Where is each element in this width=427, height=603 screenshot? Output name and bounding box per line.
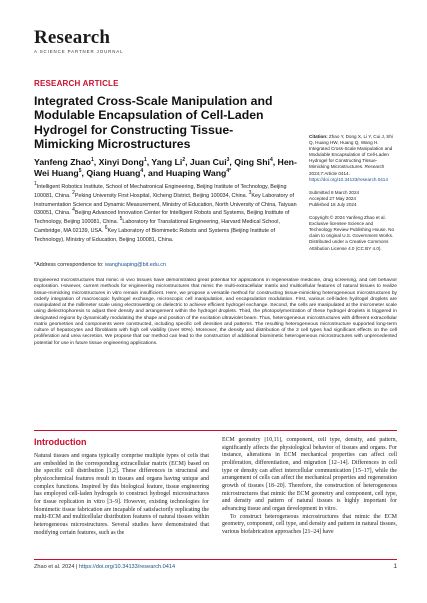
journal-masthead: [34, 28, 123, 54]
published-date: Published 18 July 2024: [309, 201, 357, 207]
author-affiliation-mark: 4: [140, 167, 144, 174]
author-separator: ,: [272, 157, 278, 167]
author-separator: , and: [143, 167, 166, 178]
affiliation-text: Peking University First Hospital, Xicheng District, Beijing 100034, China.: [74, 192, 249, 199]
body-column-left: [34, 453, 209, 561]
author-separator: ,: [146, 157, 152, 167]
correspondence-email[interactable]: wanghuaping@bit.edu.cn: [105, 262, 166, 268]
affiliation-number: 6: [104, 225, 108, 232]
affiliation-number: 4: [72, 207, 75, 214]
body-paragraph: ECM geometry [10,11], component, cell type, density, and pattern, significantly affects the physiological behavior of tissues and organs. For instance, alterations in ECM mechanical properties can affect cell proliferation, differentiation, and migration [12–14]. Differences in cell type or density can affect intercellular communication [15–17], while the arrangement of cells can affect the mechanical properties and regeneration growth of tissues [18–20]. Therefore, the construction of heterogeneous microstructures that mimic the ECM geometry and component, cell type, and density and pattern of natural tissues is highly important for advancing tissue and organ development in vitro.: [222, 437, 397, 512]
author-affiliation-mark: 3: [226, 157, 230, 164]
author-list: [34, 157, 304, 178]
article-title: Integrated Cross-Scale Manipulation and Modulable Encapsulation of Cell-Laden Hydrogel for Constructing Tissue-Mimicking Microstructures: [34, 94, 273, 152]
affiliation-text: Key Laboratory of Instrumentation Science and Dynamic Measurement, Ministry of Education, North University of China, Taiyuan 030051, China.: [34, 192, 297, 217]
affiliations: [34, 183, 304, 245]
affiliation-text: Laboratory for Translational Engineering, Harvard Medical School, Cambridge, MA 02139, USA.: [34, 219, 281, 234]
section-divider: [34, 430, 397, 431]
page-number: 1: [393, 563, 397, 570]
author-name: Juan Cui: [189, 157, 227, 167]
citation-block: [309, 134, 397, 183]
affiliation-number: 2: [72, 190, 75, 196]
author-separator: ,: [185, 157, 190, 167]
introduction-heading: Introduction: [34, 437, 87, 447]
affiliation-text: Key Laboratory of Biomimetic Robots and Systems (Beijing Institute of Technology), Ministry of Education, Beijing 100081, China.: [34, 227, 275, 243]
abstract: Engineered microstructures that mimic in vivo tissues have demonstrated great potential for applications in regenerative medicine, drug screening, and cell behavior exploration. However, current methods for engineering microstructures that mimic the multi-extracellular matrix and multicellular features of natural tissues to realize tissue-mimicking microstructures in vitro remain insufficient. Here, we propose a versatile method for constructing tissue-mimicking heterogeneous microstructures by orderly integration of macroscopic hydrogel exchange, microscopic cell manipulation, and encapsulation modulation. First, various cell-laden hydrogel droplets are manipulated at the millimeter scale using electrowetting on dielectric to achieve efficient hydrogel exchange. Second, the cells are manipulated at the micrometer scale using dielectrophoresis to adjust their density and arrangement within the hydrogel droplets. Third, the photopolymerization of these hydrogel droplets is triggered in designated regions by dynamically modulating the shape and position of the excitation ultraviolet beam. Thus, heterogeneous microstructures with different extracellular matrix geometries and components were constructed, including specific cell densities and patterns. The resulting heterogeneous microstructure supported long-term culture of hepatocytes and fibroblasts with high cell viability (over 90%). Moreover, the density and distribution of the 2 cell types had significant effects on the cell proliferation and urea secretion. We propose that our method can lead to the construction of additional biomimetic heterogeneous microstructures with unprecedented potential for use in future tissue engineering applications.: [34, 278, 397, 346]
citation-text: Zhao Y, Dong X, Li Y, Cui J, Shi Q, Huang HW, Huang Q, Wang H. Integrated Cross-Scale Manipulation and Modulable Encapsulation of Cell-Laden Hydrogel for Constructing Tissue-Mimicking Microstructures.: [309, 134, 393, 170]
footer-citation: [34, 564, 175, 570]
author-separator: ,: [229, 157, 235, 167]
article-type-label: RESEARCH ARTICLE: [34, 79, 119, 88]
body-paragraph: Natural tissues and organs typically comprise multiple types of cells that are embedded in the corresponding extracellular matrix (ECM) based on the specific cell distribution [1,2]. These differences in structural and physicochemical features result in tissues and organs having unique and complex functions. Inspired by this biological feature, tissue engineering has employed cell-laden hydrogels to construct hydrogel microstructures for tissue replication in vitro [3–9]. However, existing technologies for biomimetic tissue fabrication are incapable of satisfactorily replicating the multi-ECM and multicellular distribution features of natural tissues within heterogeneous microstructures. Several studies have demonstrated that modifying certain features, such as the: [34, 453, 209, 536]
author-name: Qing Shi: [234, 157, 270, 167]
citation-journal: Research: [364, 164, 385, 170]
body-paragraph: To construct heterogeneous microstructures that mimic the ECM geometry, component, cell type, and density and pattern in natural tissues, various biofabrication approaches [21–24] have: [222, 513, 397, 535]
author-affiliation-mark: 4*: [226, 167, 232, 174]
citation-ref: 2024;7:Article 0414.: [309, 170, 350, 176]
author-name: Hen-Wei Huang: [34, 157, 297, 178]
author-affiliation-mark: 4: [269, 157, 273, 164]
author-name: Huaping Wang: [165, 167, 227, 178]
journal-name: Research: [34, 27, 111, 48]
correspondence-label: *Address correspondence to:: [34, 262, 106, 268]
submitted-date: Submitted 8 March 2024: [309, 189, 360, 195]
footer-authors: Zhao et al. 2024 |: [34, 564, 79, 570]
body-column-right: [222, 437, 397, 561]
accepted-date: Accepted 27 May 2024: [309, 195, 356, 201]
dates-block: [309, 190, 397, 208]
footer-doi-link[interactable]: https://doi.org/10.34133/research.0414: [79, 564, 176, 570]
author-affiliation-mark: 1: [143, 157, 147, 164]
author-name: Yanfeng Zhao: [34, 157, 91, 167]
author-name: Qiang Huang: [86, 167, 141, 178]
correspondence: [34, 262, 166, 268]
author-name: Xinyi Dong: [98, 157, 144, 167]
author-separator: ,: [93, 157, 99, 167]
author-separator: ,: [81, 167, 87, 178]
affiliation-text: Intelligent Robotics Institute, School of Mechatronical Engineering, Beijing Institute of Technology, Beijing 100081, China.: [34, 184, 287, 199]
citation-label: Citation:: [309, 134, 328, 139]
article-sidebar: [309, 134, 397, 259]
affiliation-number: 5: [119, 216, 123, 223]
affiliation-number: 3: [248, 190, 252, 196]
affiliation-number: 1: [34, 181, 37, 188]
citation-doi-link[interactable]: https://doi.org/10.34133/research.0414: [309, 176, 388, 182]
author-name: Yang Li: [151, 157, 183, 167]
author-affiliation-mark: 1: [90, 157, 94, 164]
affiliation-text: Beijing Advanced Innovation Center for Intelligent Robots and Systems, Beijing Institute of Technology, Beijing 100081, China.: [34, 210, 290, 226]
copyright-block: Copyright © 2024 Yanfeng Zhao et al. Exclusive licensee Science and Technology Review Publishing House. No claim to original U.S. Government Works. Distributed under a Creative Commons Attribution License 4.0 (CC BY 4.0).: [309, 215, 395, 251]
author-affiliation-mark: 5: [78, 167, 82, 174]
author-affiliation-mark: 2: [182, 157, 186, 164]
journal-tagline: A SCIENCE PARTNER JOURNAL: [34, 49, 124, 54]
footer-divider: [34, 559, 397, 560]
